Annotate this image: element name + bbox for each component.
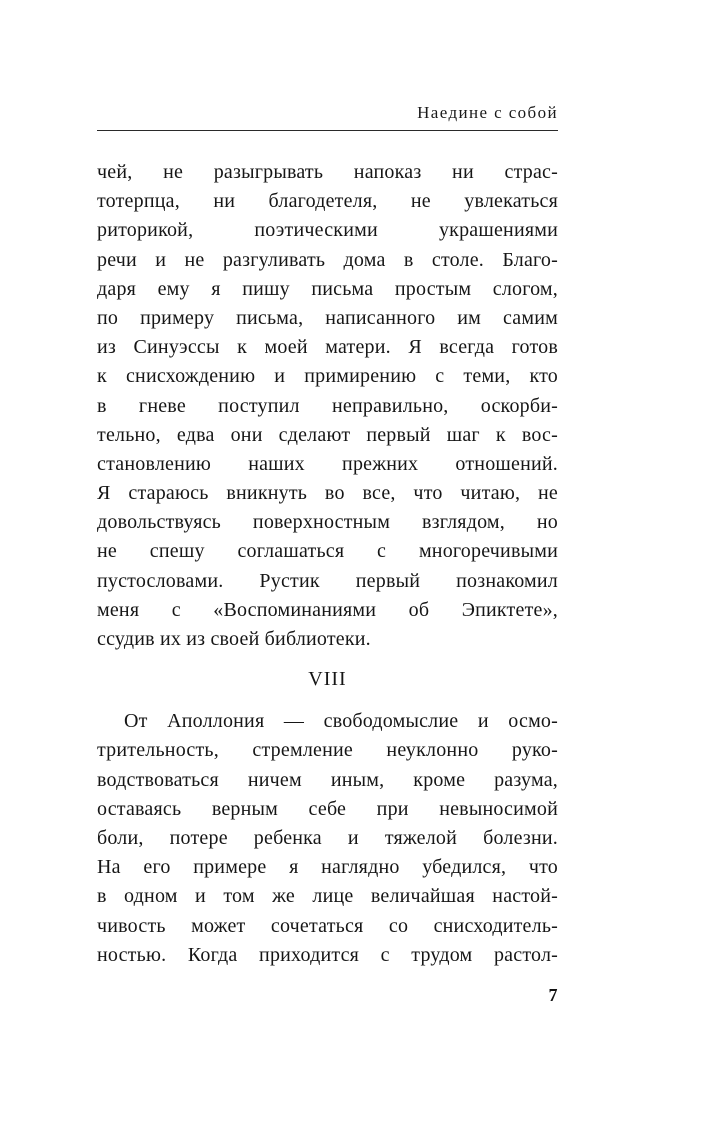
text-line: по примеру письма, написанного им самим	[97, 306, 558, 329]
header-rule	[97, 130, 558, 131]
text-line: риторикой, поэтическими украшениями	[97, 219, 558, 242]
text-line: становлению наших прежних отношений.	[97, 452, 558, 475]
text-line: меня с «Воспоминаниями об Эпиктете»,	[97, 598, 558, 621]
text-line: в одном и том же лице величайшая настой-	[97, 885, 558, 908]
text-line: чивость может сочетаться со снисходитель-	[97, 914, 558, 937]
page-number: 7	[548, 984, 558, 1005]
text-line: довольствуясь поверхностным взглядом, но	[97, 511, 558, 534]
text-line: Я стараюсь вникнуть во все, что читаю, не	[97, 482, 558, 505]
text-line: не спешу соглашаться с многоречивыми	[97, 540, 558, 563]
text-line: даря ему я пишу письма простым слогом,	[97, 277, 558, 300]
page-footer	[97, 981, 558, 1010]
text-line: боли, потере ребенка и тяжелой болезни.	[97, 826, 558, 849]
text-line: речи и не разгуливать дома в столе. Благо-	[97, 248, 558, 271]
text-line: оставаясь верным себе при невыносимой	[97, 797, 558, 820]
text-line: На его примере я наглядно убедился, что	[97, 856, 558, 879]
text-line: ностью. Когда приходится с трудом растол-	[97, 943, 558, 966]
running-header	[97, 102, 558, 131]
text-line: к снисхождению и примирению с теми, кто	[97, 365, 558, 388]
text-line: От Аполлония — свободомыслие и осмо-	[124, 710, 558, 733]
text-line: водствоваться ничем иным, кроме разума,	[97, 768, 558, 791]
text-line: пустословами. Рустик первый познакомил	[97, 569, 558, 592]
paragraph-continuation	[97, 158, 558, 654]
running-header-title: Наедине с собой	[417, 103, 558, 122]
text-line: тотерпца, ни благодетеля, не увлекаться	[97, 190, 558, 213]
text-line: чей, не разыгрывать напоказ ни страс-	[97, 161, 558, 183]
text-line: тельно, едва они сделают первый шаг к вос-	[97, 423, 558, 446]
text-line: ссудив их из своей библиотеки.	[97, 628, 371, 650]
page-content	[97, 102, 558, 1010]
paragraph-viii	[97, 707, 558, 970]
text-line: из Синуэссы к моей матери. Я всегда готов	[97, 336, 558, 359]
text-line: в гневе поступил неправильно, оскорби-	[97, 394, 558, 417]
page-body	[97, 158, 558, 1010]
section-heading: VIII	[308, 668, 347, 691]
text-line: трительность, стремление неуклонно руко-	[97, 739, 558, 762]
